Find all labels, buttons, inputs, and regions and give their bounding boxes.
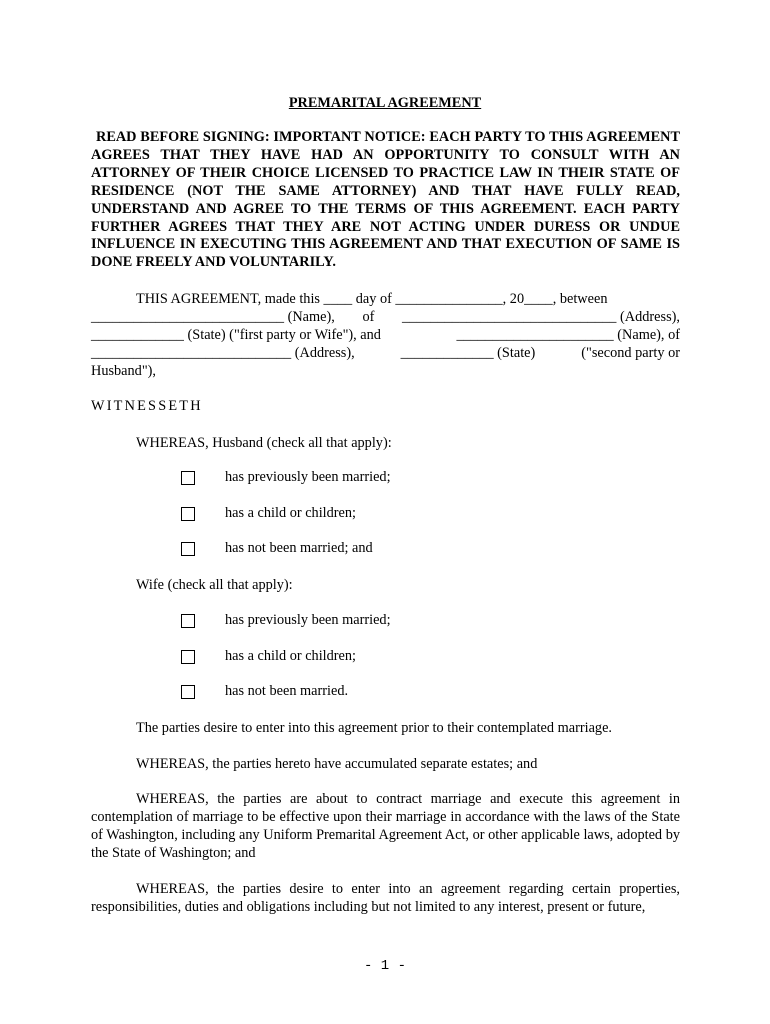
first-party-address-field[interactable]: ______________________________ (Address), [402, 309, 680, 325]
first-party-state-field[interactable]: _____________ (State) ("first party or Wife"), and [91, 327, 381, 343]
wife-option-not-married [181, 683, 348, 700]
paragraph-agreement: WHEREAS, the parties desire to enter into an agreement regarding certain properties, responsibilities, duties and obligations including but not limited to any interest, present or future, [91, 881, 680, 915]
checkbox[interactable] [181, 614, 195, 628]
checkbox[interactable] [181, 685, 195, 699]
wife-option-children [181, 648, 356, 665]
agreement-line-2 [91, 308, 680, 326]
second-party-name-field[interactable]: ______________________ (Name), of [456, 327, 680, 343]
wife-option-previously-married [181, 612, 391, 629]
option-label: has not been married. [225, 683, 349, 699]
second-party-address-field[interactable]: ____________________________ (Address), [91, 345, 355, 361]
option-label: has a child or children; [225, 648, 357, 664]
husband-option-not-married [181, 540, 373, 557]
agreement-line-4 [91, 344, 680, 362]
first-party-name-field[interactable]: ___________________________ (Name), [91, 309, 335, 325]
husband-option-previously-married [181, 469, 391, 486]
agreement-line-5: Husband"), [91, 363, 156, 379]
page-number: - 1 - [363, 958, 406, 974]
option-label: has previously been married; [225, 469, 391, 485]
husband-option-children [181, 505, 356, 522]
agreement-of-text: of [362, 309, 375, 325]
paragraph-desire: The parties desire to enter into this agreement prior to their contemplated marriage. [136, 720, 612, 736]
second-party-state-field[interactable]: _____________ (State) [400, 345, 536, 361]
paragraph-separate-estates: WHEREAS, the parties hereto have accumulated separate estates; and [136, 756, 538, 772]
agreement-line-1: THIS AGREEMENT, made this ____ day of _______________, 20____, between [136, 291, 608, 307]
husband-heading: WHEREAS, Husband (check all that apply): [136, 435, 392, 451]
option-label: has not been married; and [225, 540, 373, 556]
agreement-line-3 [91, 326, 680, 344]
option-label: has a child or children; [225, 505, 357, 521]
important-notice: READ BEFORE SIGNING: IMPORTANT NOTICE: EACH PARTY TO THIS AGREEMENT AGREES THAT THEY HAVE HAD AN OPPORTUNITY TO CONSULT WITH AN ATTORNEY OF THEIR CHOICE LICENSED TO PRACTICE LAW IN THEIR STATE OF RESIDENCE (NOT THE SAME ATTORNEY) AND THAT HAVE FULLY READ, UNDERSTAND AND AGREE TO THE TERMS OF THIS AGREEMENT. EACH PARTY FURTHER AGREES THAT THEY ARE NOT ACTING UNDER DURESS OR UNDUE INFLUENCE IN EXECUTING THIS AGREEMENT AND THAT EXECUTION OF SAME IS DONE FREELY AND VOLUNTARILY. [91, 129, 680, 271]
checkbox[interactable] [181, 507, 195, 521]
wife-heading: Wife (check all that apply): [136, 577, 293, 593]
second-party-label: ("second party or [581, 345, 680, 361]
witnesseth-heading: WITNESSETH [91, 398, 203, 414]
option-label: has previously been married; [225, 612, 391, 628]
document-title: PREMARITAL AGREEMENT [288, 95, 482, 111]
checkbox[interactable] [181, 471, 195, 485]
checkbox[interactable] [181, 650, 195, 664]
checkbox[interactable] [181, 542, 195, 556]
paragraph-contract-marriage: WHEREAS, the parties are about to contract marriage and execute this agreement in contemplation of marriage to be effective upon their marriage in accordance with the laws of the State of Washington, including any Uniform Premarital Agreement Act, or other applicable laws, adopted by the State of Washington; and [91, 791, 680, 861]
